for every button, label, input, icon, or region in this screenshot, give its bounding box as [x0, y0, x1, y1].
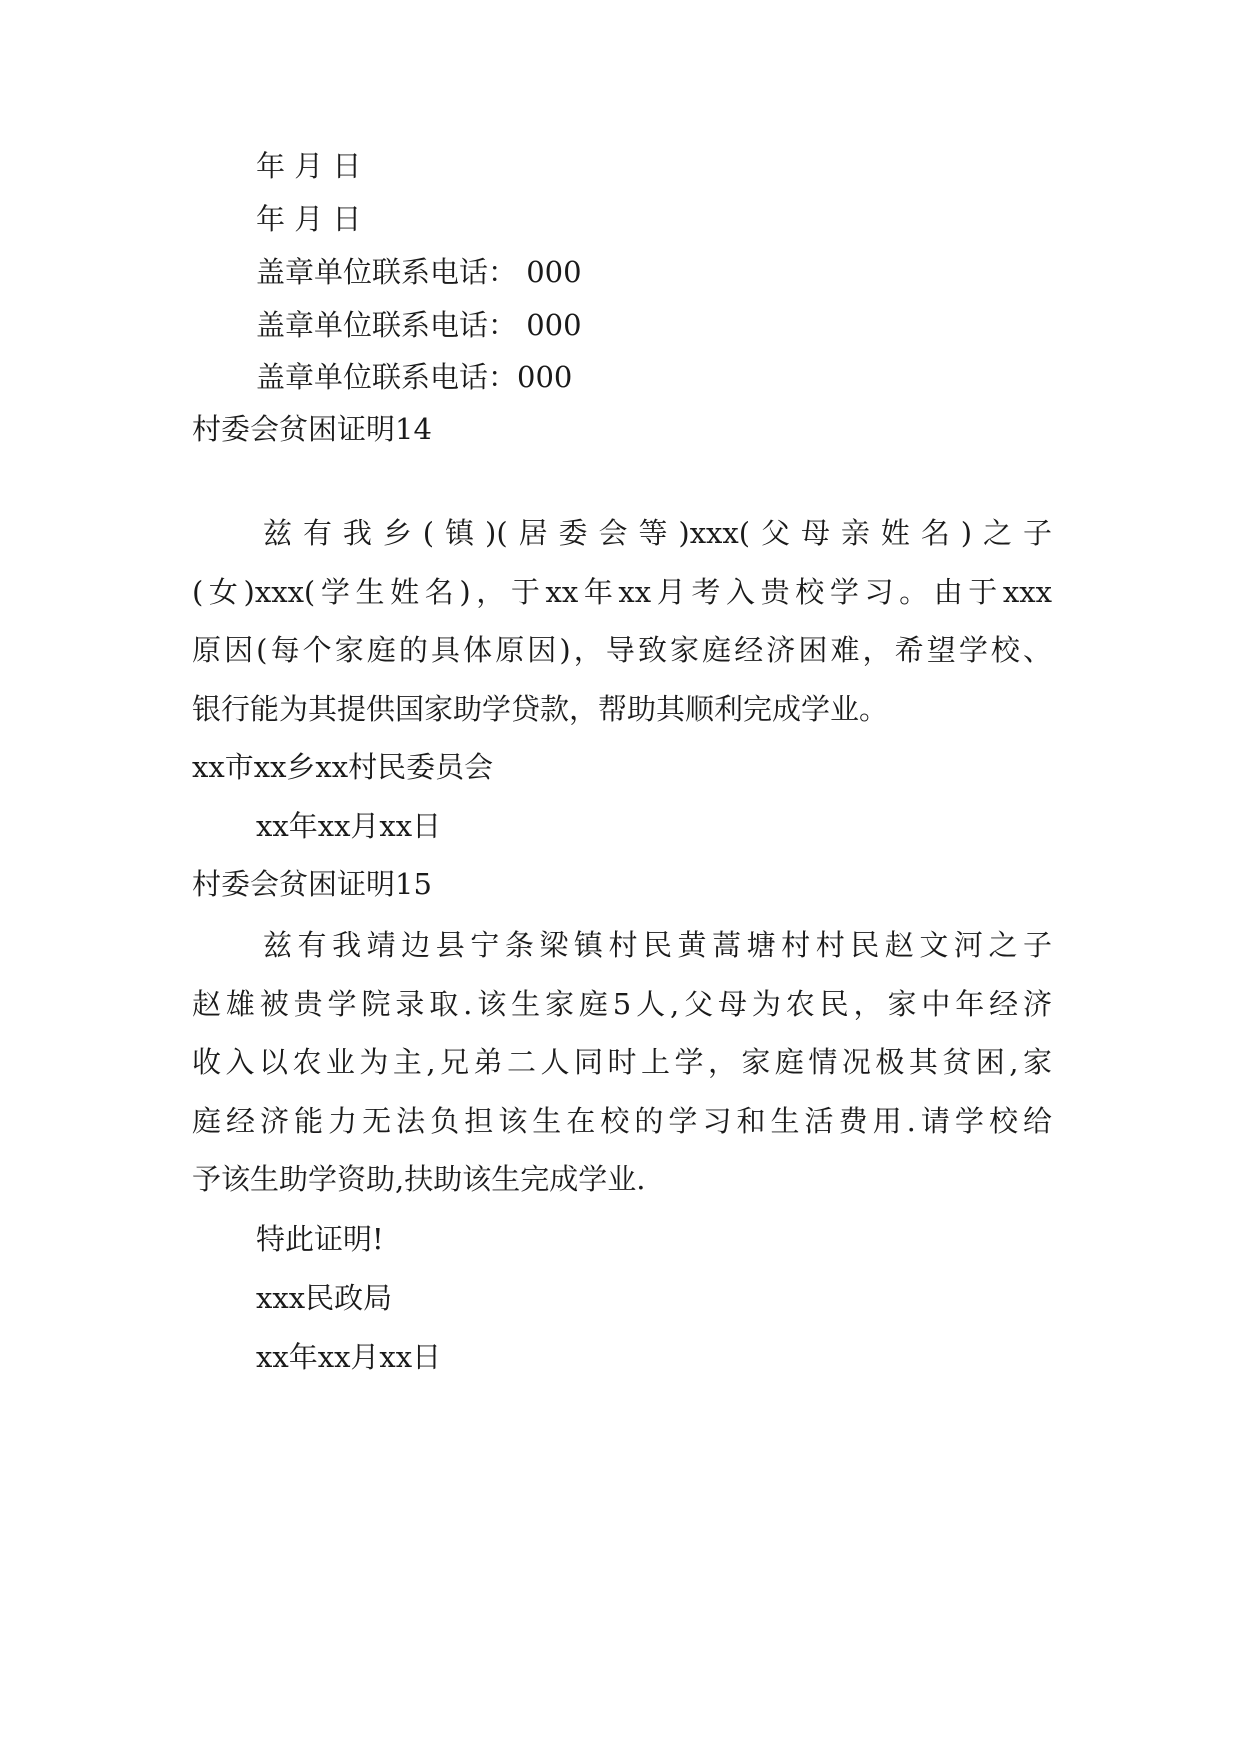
signer-name: xxx民政局 — [256, 1281, 393, 1315]
contact-phone-line: 盖章单位联系电话：000 — [256, 360, 573, 394]
closing-statement: 特此证明! — [256, 1222, 384, 1256]
signature-date: xx年xx月xx日 — [256, 1340, 442, 1374]
paragraph-line: 银行能为其提供国家助学贷款，帮助其顺利完成学业。 — [192, 691, 889, 726]
paragraph-line: 收入以农业为主,兄弟二人同时上学，家庭情况极其贫困,家 — [192, 1045, 1052, 1079]
paragraph-line: 庭经济能力无法负担该生在校的学习和生活费用.请学校给 — [192, 1103, 1052, 1138]
contact-phone-line: 盖章单位联系电话： 000 — [256, 308, 582, 342]
certificate-body-paragraph — [192, 513, 1052, 747]
certificate-body-paragraph — [192, 925, 1052, 1218]
date-line: 年 月 日 — [256, 202, 362, 236]
paragraph-line: 兹有我乡(镇)(居委会等)xxx(父母亲姓名)之子 — [263, 516, 1052, 550]
signer-name: xx市xx乡xx村民委员会 — [192, 750, 494, 784]
date-line: 年 月 日 — [256, 149, 362, 183]
contact-phone-line: 盖章单位联系电话： 000 — [256, 255, 582, 289]
paragraph-line: 原因(每个家庭的具体原因)，导致家庭经济困难，希望学校、 — [192, 633, 1052, 667]
paragraph-line: 予该生助学资助,扶助该生完成学业. — [192, 1162, 646, 1196]
paragraph-line: 兹有我靖边县宁条梁镇村民黄蒿塘村村民赵文河之子 — [263, 928, 1052, 962]
section-title: 村委会贫困证明15 — [192, 867, 432, 901]
paragraph-line: (女)xxx(学生姓名)，于xx年xx月考入贵校学习。由于xxx — [192, 574, 1052, 609]
section-title: 村委会贫困证明14 — [192, 412, 432, 446]
paragraph-line: 赵雄被贵学院录取.该生家庭5人,父母为农民，家中年经济 — [192, 986, 1052, 1021]
signature-date: xx年xx月xx日 — [256, 809, 442, 843]
